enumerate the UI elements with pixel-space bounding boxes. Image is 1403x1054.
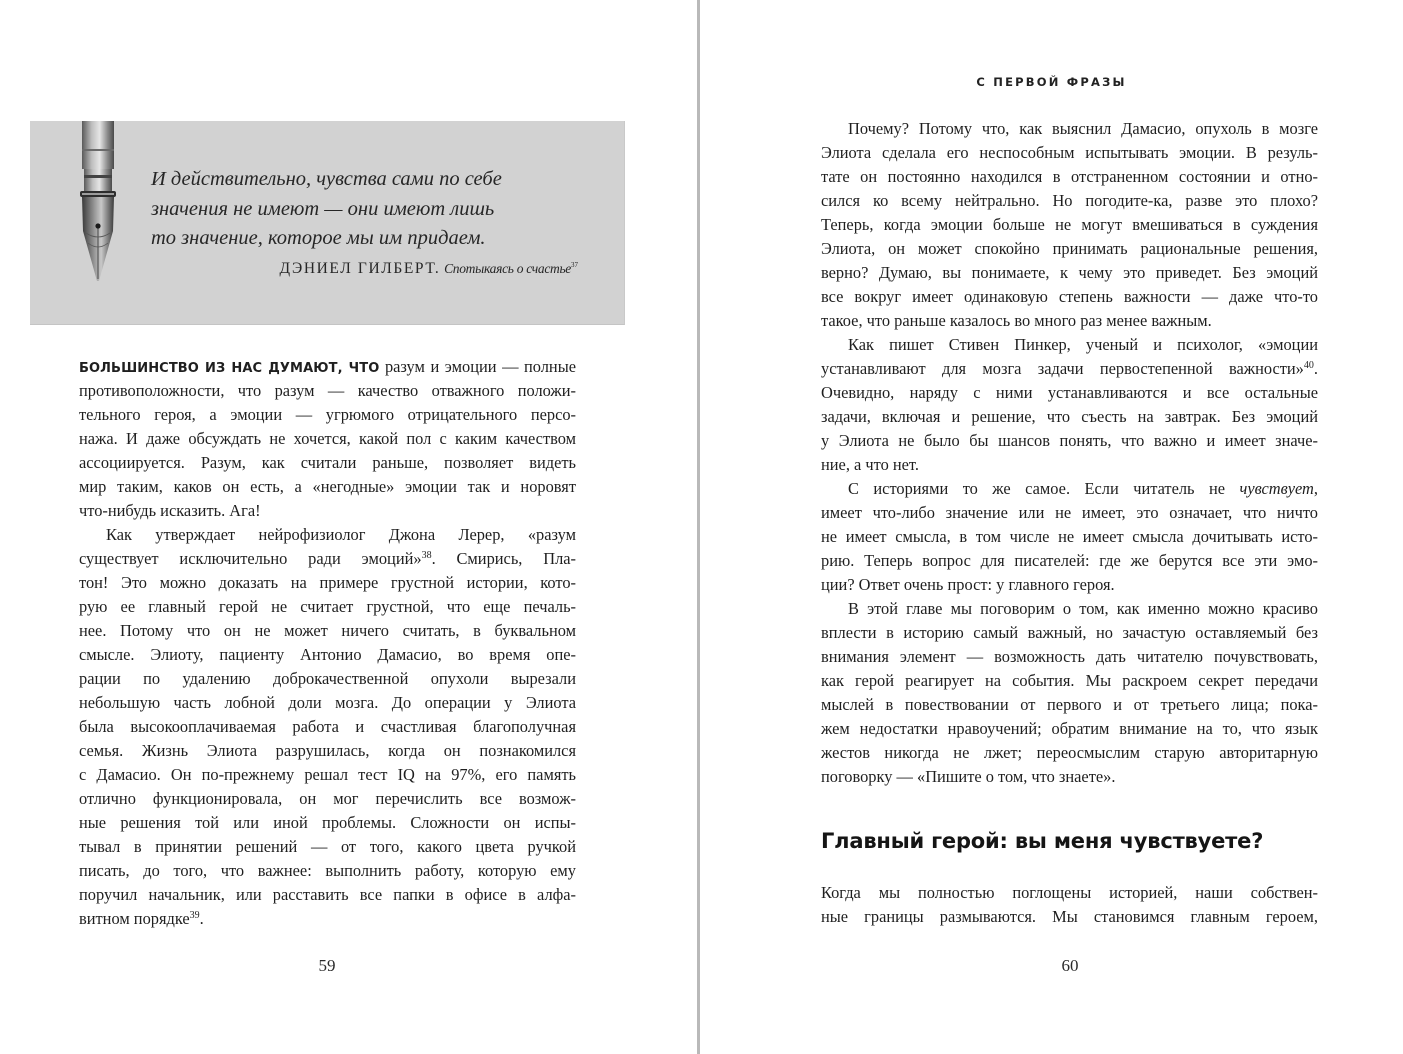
text-line: рации по удалению доброкачественной опухоли вырезали [79,669,576,688]
text-run: витном порядке [79,909,190,928]
text-line: с Дамасио. Он по-прежнему решал тест IQ на 97%, его память [79,765,576,784]
footnote-ref: 38 [421,550,432,561]
text-line: как герой реагирует на события. Мы раскроем секрет передачи [821,671,1318,690]
text-line: жем недостатки нравоучений; обратим внимание на то, что язык [821,719,1318,738]
epigraph-quote-line: то значение, которое мы им придаем. [151,227,486,249]
text-line: мыслей в повествовании от первого и от третьего лица; пока- [821,695,1318,714]
text-line: имеет что-либо значение или не имеет, это означает, что ничто [821,503,1318,522]
page-number: 59 [318,956,336,975]
right-body-text [821,117,1318,789]
text-line: небольшую часть лобной доли мозга. До операции у Элиота [79,693,576,712]
running-head: С ПЕРВОЙ ФРАЗЫ [976,75,1127,89]
text-line: Когда мы полностью поглощены историей, наши собствен- [821,883,1318,902]
text-line: Теперь, когда эмоции больше не могут вмешиваться в суждения [821,215,1318,234]
text-line: была высокооплачиваемая работа и счастливая благополучная [79,717,576,736]
text-line: верно? Думаю, вы понимаете, к чему это приведет. Без эмоций [821,263,1318,282]
text-line: мир таким, каков он есть, а «негодные» эмоции так и норовят [79,477,576,496]
footnote-ref: 40 [1303,360,1314,371]
text-line: нажа. И даже обсуждать не хочется, какой пол с каким качеством [79,429,576,448]
text-line: смысле. Элиоту, пациенту Антонио Дамасио, во время опе- [79,645,576,664]
text-line: ние, а что нет. [821,455,919,474]
text-line: противоположности, что разум — качество отважного положи- [79,381,576,400]
text-run: , [1313,479,1318,498]
text-line: рую ее главный герой не считает грустной, что еще печаль- [79,597,576,616]
epigraph-quote [151,165,591,254]
text-line: поручил начальник, или расставить все папки в офисе в алфа- [79,885,576,904]
text-line: внимания элемент — возможность дать читателю почувствовать, [821,647,1318,666]
text-line: поговорку — «Пишите о том, что знаете». [821,767,1116,786]
text-run: . Смирись, Пла- [431,549,576,568]
text-line: Как пишет Стивен Пинкер, ученый и психолог, «эмоции [848,335,1318,354]
text-run: С историями то же самое. Если читатель не [848,479,1240,498]
text-line [821,357,1318,381]
emphasis: чувствует [1239,479,1314,498]
lead-in-caps: БОЛЬШИНСТВО ИЗ НАС ДУМАЮТ, ЧТО [79,361,380,376]
text-line: тате он постоянно находился в отстраненном состоянии и отно- [821,167,1318,186]
text-line: жестов никогда не лжет; переосмыслим старую авторитарную [821,743,1318,762]
text-line: Почему? Потому что, как выяснил Дамасио, опухоль в мозге [848,119,1318,138]
text-line [79,547,576,571]
epigraph-quote-line: значения не имеют — они имеют лишь [151,197,495,220]
section-heading: Главный герой: вы меня чувствуете? [821,829,1264,853]
text-line [821,477,1318,501]
text-line: тон! Это можно доказать на примере грустной истории, кото- [79,573,576,592]
epigraph-author: ДЭНИЕЛ ГИЛБЕРТ. [279,260,441,277]
text-line: ные решения той или иной проблемы. Сложности он испы- [79,813,576,832]
text-line: отлично функционировала, он мог перечислить все возмож- [79,789,576,808]
text-line: что-нибудь исказить. Ага! [79,501,261,520]
text-line: ассоциируется. Разум, как считали раньше, позволяет видеть [79,453,576,472]
text-run: разум и эмоции — полные [379,357,576,376]
epigraph-book-title: Спотыкаясь о счастье [444,261,571,276]
text-line: семья. Жизнь Элиота разрушилась, когда он познакомился [79,741,576,760]
text-line: ции? Ответ очень прост: у главного героя. [821,575,1115,594]
epigraph-attribution [279,260,578,278]
text-line: такое, что раньше казалось во много раз менее важным. [821,311,1212,330]
text-line: писать, до того, что важнее: выполнить работу, которую ему [79,861,576,880]
text-line: Очевидно, наряду с ними устанавливаются и все остальные [821,383,1318,402]
text-run: . [199,909,204,928]
text-line: задачи, включая и решение, что съесть на завтрак. Без эмоций [821,407,1318,426]
fountain-pen-icon [70,121,126,283]
text-run: устанавливают для мозга задачи первостепенной важности» [821,359,1304,378]
text-line: у Элиота не было бы шансов понять, что важно и имеет значе- [821,431,1318,450]
epigraph-quote-line: И действительно, чувства сами по себе [151,168,502,190]
epigraph-box [30,121,625,325]
text-line: нее. Потому что он не может ничего считать, в буквальном [79,621,576,640]
text-run: существует исключительно ради эмоций» [79,549,422,568]
text-run: . [1313,359,1318,378]
footnote-ref: 39 [189,910,200,921]
text-line: Элиота сделала его неспособным испытывать эмоции. В резуль- [821,143,1318,162]
text-line [79,907,576,931]
text-line: Как утверждает нейрофизиолог Джона Лерер, «разум [106,525,576,544]
left-page [0,0,697,1054]
left-body-text [79,355,576,931]
text-line: тельного героя, а эмоции — угрюмого отрицательного персо- [79,405,576,424]
text-line: сился ко всему нейтрально. Но погодите-ка, разве это плохо? [821,191,1318,210]
text-line: все вокруг имеет одинаковую степень важности — даже что-то [821,287,1318,306]
text-line: не имеет смысла, в том числе не имеет смысла дочитывать исто- [821,527,1318,546]
text-line: рию. Теперь вопрос для писателей: где же берутся все эти эмо- [821,551,1318,570]
text-line: В этой главе мы поговорим о том, как именно можно красиво [848,599,1318,618]
text-line: ные границы размываются. Мы становимся главным героем, [821,907,1318,926]
section-body-text [821,881,1318,929]
text-line: вплести в историю самый важный, но зачастую оставляемый без [821,623,1318,642]
text-line [79,355,576,379]
page-number: 60 [1061,956,1079,975]
text-line: Элиота, он может спокойно принимать рациональные решения, [821,239,1318,258]
footnote-ref: 37 [571,261,578,269]
text-line: тывал в принятии решений — от того, какого цвета ручкой [79,837,576,856]
